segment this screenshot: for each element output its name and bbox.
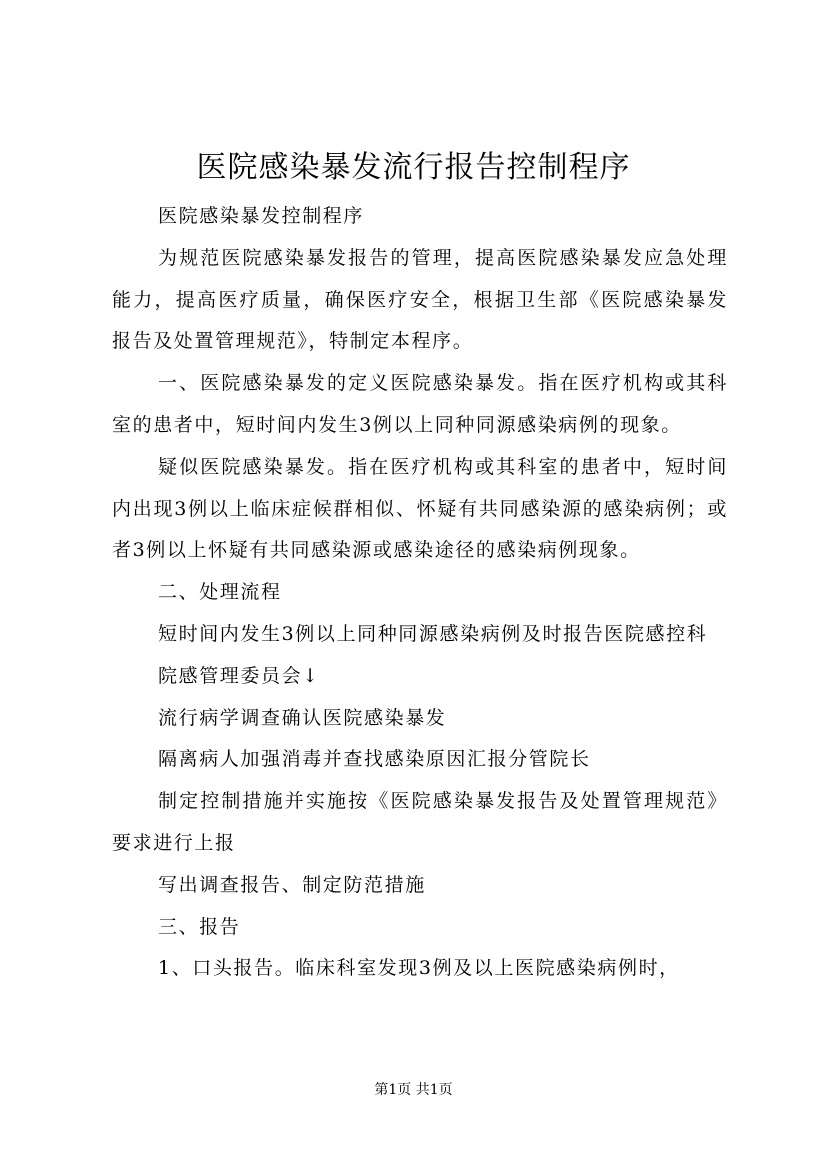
paragraph: 流行病学调查确认医院感染暴发 <box>158 706 447 729</box>
page-footer: 第1页 共1页 <box>374 1082 453 1098</box>
paragraph: 医院感染暴发控制程序 <box>158 205 365 227</box>
paragraph: 一、医院感染暴发的定义医院感染暴发。指在医疗机构或其科室的患者中，短时间内发生3例以上同种同源感染病例的现象。 <box>112 372 728 436</box>
paragraph: 为规范医院感染暴发报告的管理，提高医院感染暴发应急处理能力，提高医疗质量，确保医疗安全，根据卫生部《医院感染暴发报告及处置管理规范》，特制定本程序。 <box>112 246 728 353</box>
paragraph: 三、报告 <box>158 915 241 938</box>
paragraph: 写出调查报告、制定防范措施 <box>158 873 426 896</box>
paragraph: 院感管理委员会↓ <box>158 664 320 687</box>
paragraph: 制定控制措施并实施按《医院感染暴发报告及处置管理规范》要求进行上报 <box>112 790 728 854</box>
paragraph: 1、口头报告。临床科室发现3例及以上医院感染病例时， <box>158 957 680 980</box>
paragraph: 疑似医院感染暴发。指在医疗机构或其科室的患者中，短时间内出现3例以上临床症候群相似、怀疑有共同感染源的感染病例；或者3例以上怀疑有共同感染源或感染途径的感染病例现象。 <box>112 455 728 562</box>
document-title: 医院感染暴发流行报告控制程序 <box>196 150 631 185</box>
document-body <box>112 196 728 990</box>
paragraph: 隔离病人加强消毒并查找感染原因汇报分管院长 <box>158 748 591 771</box>
paragraph: 二、处理流程 <box>158 581 282 604</box>
paragraph: 短时间内发生3例以上同种同源感染病例及时报告医院感控科 <box>158 622 708 645</box>
